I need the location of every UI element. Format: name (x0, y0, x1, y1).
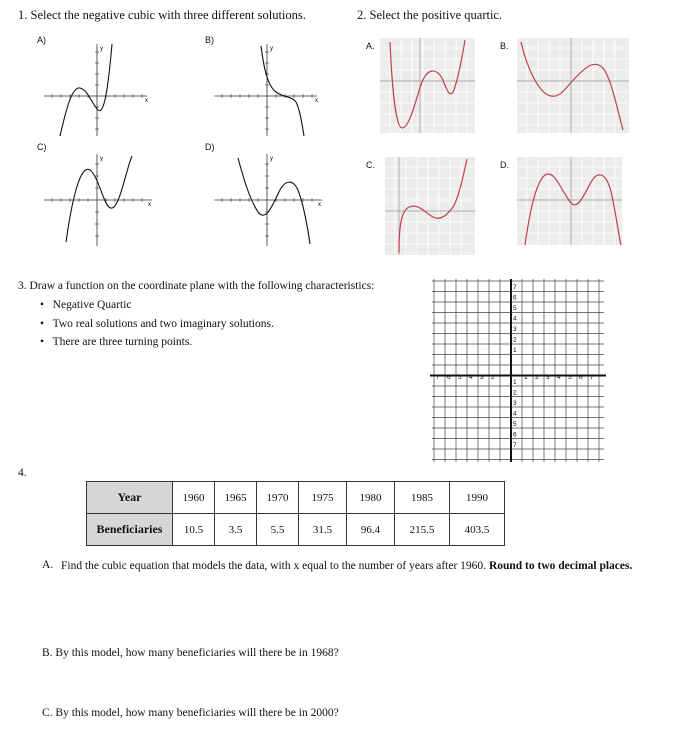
q1-axis-x-label: x (318, 202, 321, 208)
table-cell: 215.5 (395, 514, 450, 546)
x-tick-neg-4: 4 (469, 374, 473, 381)
q2-graph-c[interactable] (385, 157, 475, 255)
y-tick-6: 6 (513, 294, 517, 302)
question-1-text: 1. Select the negative cubic with three different solutions. (18, 8, 306, 22)
q3-bullet-1-text: Negative Quartic (52, 299, 132, 311)
y-tick-neg-7: 7 (513, 442, 517, 449)
table-cell: 1965 (215, 482, 257, 514)
table-cell: 1980 (347, 482, 395, 514)
q4-part-a-label: A. (42, 559, 54, 571)
q3-bullet-1: • Negative Quartic (40, 299, 132, 311)
x-tick-7: 7 (590, 374, 594, 381)
x-tick-neg-6: 6 (447, 374, 451, 381)
q2-option-d-label: D. (500, 160, 509, 170)
q2-option-a-label: A. (366, 41, 375, 51)
table-cell: 5.5 (257, 514, 299, 546)
x-tick-4: 4 (557, 374, 561, 381)
table-cell: 1985 (395, 482, 450, 514)
x-tick-neg-5: 5 (458, 374, 462, 381)
y-tick-neg-4: 4 (513, 410, 517, 418)
x-tick-1: 1 (524, 374, 528, 381)
question-4-number: 4. (18, 467, 27, 479)
q1-graph-c[interactable] (42, 150, 157, 248)
y-tick-2: 2 (513, 336, 517, 344)
x-tick-neg-7: 7 (436, 374, 440, 381)
x-tick-2: 2 (535, 374, 539, 381)
data-table (86, 481, 505, 546)
x-tick-neg-2: 2 (491, 374, 495, 381)
q3-bullet-3: • There are three turning points. (40, 336, 193, 348)
table-cell: 1990 (450, 482, 505, 514)
table-row (87, 514, 505, 546)
x-tick-6: 6 (579, 374, 583, 381)
y-tick-neg-1: 1 (513, 379, 517, 386)
q1-axis-y-label: y (270, 46, 273, 52)
q1-option-d-label: D) (205, 142, 215, 152)
table-cell: 3.5 (215, 514, 257, 546)
q3-bullet-3-text: There are three turning points. (52, 336, 193, 348)
question-2-text: 2. Select the positive quartic. (357, 8, 503, 22)
y-tick-neg-2: 2 (513, 389, 517, 397)
q3-bullet-2-text: Two real solutions and two imaginary solutions. (52, 318, 274, 330)
q1-option-b-label: B) (205, 35, 214, 45)
y-tick-neg-5: 5 (513, 421, 517, 428)
table-cell: 1975 (299, 482, 347, 514)
x-tick-3: 3 (546, 374, 550, 381)
q3-bullet-2: • Two real solutions and two imaginary solutions. (40, 318, 274, 330)
q1-graph-a[interactable] (42, 40, 152, 138)
y-tick-5: 5 (513, 305, 517, 312)
table-cell: 10.5 (173, 514, 215, 546)
table-cell: 1970 (257, 482, 299, 514)
q1-axis-y-label: y (270, 156, 273, 162)
x-tick-5: 5 (568, 374, 572, 381)
q4-part-b: B. By this model, how many beneficiaries will there be in 1968? (42, 647, 339, 659)
q1-curve-b (261, 46, 304, 136)
q2-graph-d[interactable] (517, 157, 622, 245)
y-tick-neg-3: 3 (513, 400, 517, 407)
coordinate-plane-grid[interactable] (430, 279, 606, 462)
q2-option-b-label: B. (500, 41, 509, 51)
q4-part-c: C. By this model, how many beneficiaries will there be in 2000? (42, 707, 339, 719)
q1-graph-d[interactable] (212, 150, 327, 248)
table-cell: 31.5 (299, 514, 347, 546)
q1-axis-x-label: x (145, 98, 148, 104)
q1-graph-b[interactable] (212, 40, 322, 138)
q2-graph-a[interactable] (380, 38, 475, 133)
q4-part-a (61, 559, 636, 574)
y-tick-1: 1 (513, 347, 517, 354)
table-row (87, 482, 505, 514)
table-header-year: Year (87, 482, 173, 514)
table-cell: 96.4 (347, 514, 395, 546)
question-3-text: 3. Draw a function on the coordinate plane with the following characteristics: (18, 280, 375, 292)
q1-curve-a (60, 44, 112, 136)
q1-axis-y-label: y (100, 46, 103, 52)
y-tick-4: 4 (513, 315, 517, 323)
y-tick-neg-6: 6 (513, 431, 517, 439)
y-tick-7: 7 (513, 284, 517, 291)
q1-axis-y-label: y (100, 156, 103, 162)
q2-option-c-label: C. (366, 160, 375, 170)
table-cell: 403.5 (450, 514, 505, 546)
q1-axis-x-label: x (148, 202, 151, 208)
q1-option-c-label: C) (37, 142, 47, 152)
table-cell: 1960 (173, 482, 215, 514)
q4-part-a-bold: Round to two decimal places. (488, 560, 633, 572)
q4-part-a-text: Find the cubic equation that models the data, with x equal to the number of years after 1960. (61, 560, 487, 572)
y-tick-3: 3 (513, 326, 517, 333)
q2-graph-b[interactable] (517, 38, 629, 133)
x-tick-neg-3: 3 (480, 374, 484, 381)
q1-curve-c (66, 156, 132, 242)
q1-axis-x-label: x (315, 98, 318, 104)
table-header-beneficiaries: Beneficiaries (87, 514, 173, 546)
q1-option-a-label: A) (37, 35, 46, 45)
